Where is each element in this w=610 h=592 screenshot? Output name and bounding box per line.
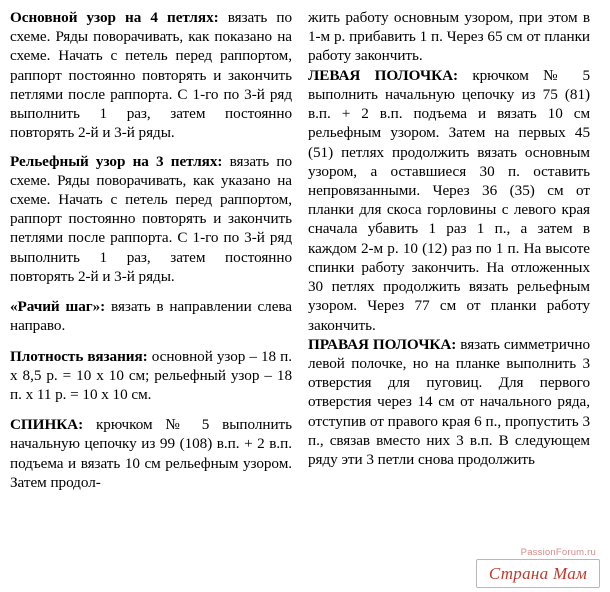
site-logo-label: Страна Мам — [488, 563, 588, 583]
paragraph-body: вязать по схеме. Ряды поворачивать, как указано на схеме. Начать с петель перед раппортом, раппорт постоянно повторять и закончить петлями после раппорта. С 1-го по 3-й ряд выполнить 1 раз, затем постоянно повторять 2-й и 3-й ряды. — [10, 152, 292, 285]
paragraph-heading: «Рачий шаг»: — [10, 298, 106, 316]
paragraph-heading: Плотность вязания: — [10, 347, 148, 365]
site-logo — [476, 559, 600, 588]
paragraph-heading: Основной узор на 4 петлях: — [10, 9, 219, 26]
watermark-text: PassionForum.ru — [520, 547, 596, 558]
paragraph-heading: ПРАВАЯ ПОЛОЧКА: — [308, 335, 457, 353]
paragraph-gauge — [10, 347, 292, 405]
paragraph-right-front — [308, 335, 590, 470]
paragraph-heading: Рельефный узор на 3 петлях: — [10, 152, 223, 170]
paragraph-body: крючком № 5 выполнить начальную цепочку из 75 (81) в.п. + 2 в.п. подъема и вязать 10 см рельефным узором. Затем на первых 45 (51) петлях продолжить вязать основным узором, а оставшиеся 30 п. оставить непровязанными. Через 36 (35) см от планки для скоса горловины с левого края сначала убавить 1 раз 1 п., а затем в каждом 2-м р. 10 (12) раз по 1 п. На высоте спинки работу закончить. На отложенных 30 петлях продолжить вязать рельефным узором. Через 77 см от планки работу закончить. — [308, 66, 590, 334]
paragraph-body: вязать симметрично левой полочке, но на планке выполнить 3 отверстия для пуговиц. Для первого отверстия через 14 см от начального ряда, отступив от правого края 6 п., пропустить 3 п., связав вместо них 3 в.п. В следующем ряду эти 3 петли снова продолжить — [308, 335, 591, 469]
paragraph-body: вязать в направлении слева направо. — [10, 298, 293, 335]
paragraph-back-piece-continued — [308, 8, 590, 66]
paragraph-body: крючком № 5 выполнить начальную цепочку из 99 (108) в.п. + 2 в.п. подъема и вязать 10 см рельефным узором. Затем продол- — [10, 416, 292, 491]
right-column — [308, 8, 590, 469]
two-column-layout — [10, 8, 600, 492]
paragraph-body: жить работу основным узором, при этом в 1-м р. прибавить 1 п. Через 65 см от планки работу закончить. — [308, 9, 590, 65]
paragraph-body: основной узор – 18 п. х 8,5 р. = 10 х 10 см; рельефный узор – 18 п. х 11 р. = 10 х 10 см. — [10, 347, 292, 403]
paragraph-relief-pattern — [10, 152, 292, 287]
paragraph-heading: ЛЕВАЯ ПОЛОЧКА: — [308, 66, 459, 84]
paragraph-left-front — [308, 66, 590, 335]
paragraph-crab-stitch — [10, 297, 292, 335]
paragraph-basic-pattern — [10, 8, 292, 143]
paragraph-back-piece — [10, 415, 292, 492]
paragraph-heading: СПИНКА: — [10, 416, 84, 434]
paragraph-body: вязать по схеме. Ряды поворачивать, как показано на схеме. Начать с петель перед раппортом, раппорт постоянно повторять и закончить петлями после раппорта. С 1-го по 3-й ряд выполнить 1 раз, затем постоянно повторять 2-й и 3-й ряды. — [10, 9, 292, 142]
left-column — [10, 8, 292, 492]
